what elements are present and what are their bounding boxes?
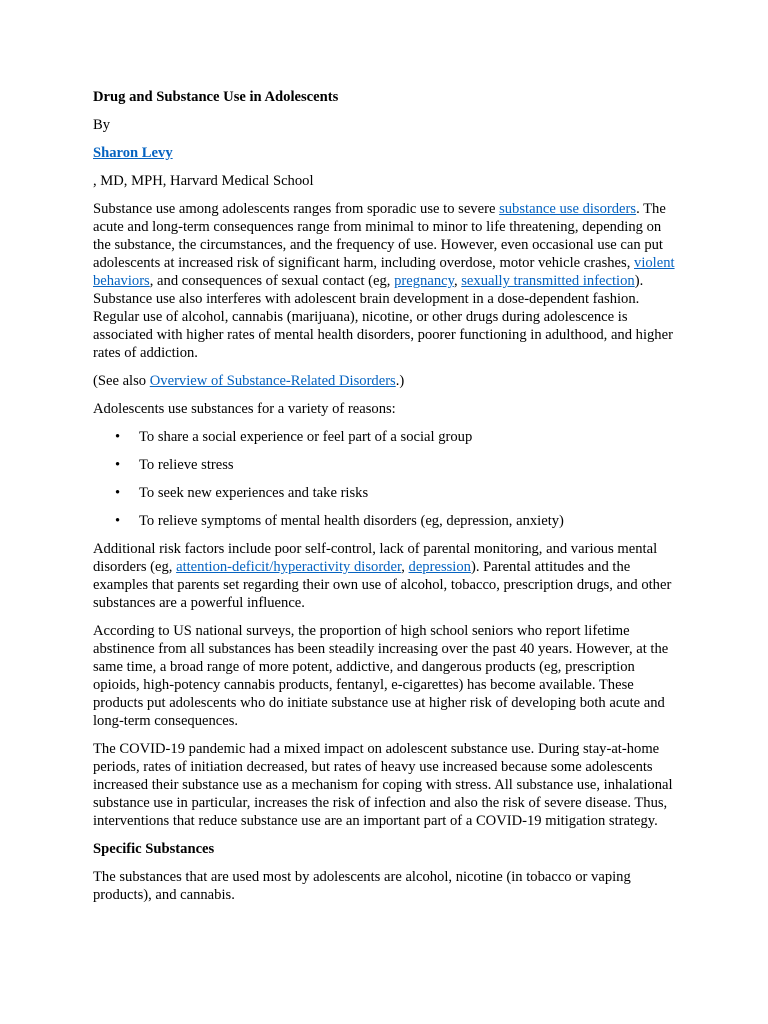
overview-substance-disorders-link[interactable]: Overview of Substance-Related Disorders [149, 373, 396, 389]
list-item [93, 428, 678, 446]
bullet-icon: • [115, 429, 121, 445]
bullet-icon: • [115, 485, 121, 501]
risk-factors-paragraph [93, 540, 678, 612]
pregnancy-link[interactable]: pregnancy [394, 273, 454, 289]
reasons-intro: Adolescents use substances for a variety of reasons: [93, 401, 396, 417]
intro-paragraph [93, 200, 678, 362]
substance-use-disorders-link[interactable]: substance use disorders [499, 201, 637, 217]
intro-text-1: Substance use among adolescents ranges from sporadic use to severe [93, 201, 500, 217]
byline-label: By [93, 117, 111, 133]
risk-text-2: , [401, 559, 409, 575]
sexually-transmitted-infection-link[interactable]: sexually transmitted infection [461, 273, 635, 289]
author-credentials: , MD, MPH, Harvard Medical School [93, 173, 314, 189]
see-also-text-1: (See also [93, 373, 150, 389]
list-item-text: To seek new experiences and take risks [139, 485, 369, 501]
intro-text-5: ). Substance use also interferes with adolescent brain development in a dose-dependent fashion. Regular use of alcohol, cannabis (marijuana), nicotine, or other drugs during adolescence is associated with higher rates of mental health disorders, poorer functioning in adulthood, and higher rates of addiction. [93, 273, 673, 361]
surveys-paragraph: According to US national surveys, the proportion of high school seniors who report lifetime abstinence from all substances has been steadily increasing over the past 40 years. However, at the same time, a broad range of more potent, addictive, and dangerous products (eg, prescription opioids, high-potency cannabis products, fentanyl, e-cigarettes) has become available. These products put adolescents who do initiate substance use at higher risk of developing both acute and long-term consequences. [93, 623, 669, 729]
list-item-text: To relieve symptoms of mental health disorders (eg, depression, anxiety) [139, 513, 564, 529]
intro-text-2: . The acute and long-term consequences range from minimal to minor to life threatening, depending on the substance, the circumstances, and the frequency of use. However, even occasional use can put adolescents at increased risk of significant harm, including overdose, motor vehicle crashes, [93, 201, 666, 271]
list-item [93, 484, 678, 502]
violent-behaviors-link[interactable]: violent behaviors [93, 255, 675, 289]
reasons-list [93, 428, 678, 530]
list-item-text: To share a social experience or feel part of a social group [139, 429, 473, 445]
specific-substances-heading: Specific Substances [93, 841, 215, 857]
intro-text-3: , and consequences of sexual contact (eg, [149, 273, 395, 289]
see-also-paragraph [93, 372, 678, 390]
depression-link[interactable]: depression [408, 559, 471, 575]
covid-paragraph: The COVID-19 pandemic had a mixed impact on adolescent substance use. During stay-at-home periods, rates of initiation decreased, but rates of heavy use increased because some adolescents increased their substance use as a mechanism for coping with stress. All substance use, inhalational substance use in particular, increases the risk of infection and also the risk of severe disease. Thus, interventions that reduce substance use are an important part of a COVID-19 mitigation strategy. [93, 741, 673, 829]
bullet-icon: • [115, 513, 121, 529]
document-page [93, 88, 678, 914]
specific-substances-paragraph: The substances that are used most by adolescents are alcohol, nicotine (in tobacco or vaping products), and cannabis. [93, 869, 631, 903]
risk-text-1: Additional risk factors include poor self-control, lack of parental monitoring, and various mental disorders (eg, [93, 541, 658, 575]
author-link[interactable]: Sharon Levy [93, 145, 173, 161]
author-paragraph [93, 144, 678, 162]
bullet-icon: • [115, 457, 121, 473]
see-also-text-2: .) [395, 373, 405, 389]
adhd-link[interactable]: attention-deficit/hyperactivity disorder [176, 559, 402, 575]
list-item [93, 512, 678, 530]
risk-text-3: ). Parental attitudes and the examples that parents set regarding their own use of alcohol, tobacco, prescription drugs, and other substances are a powerful influence. [93, 559, 672, 611]
list-item [93, 456, 678, 474]
intro-text-4: , [453, 273, 462, 289]
document-title: Drug and Substance Use in Adolescents [93, 89, 339, 105]
list-item-text: To relieve stress [139, 457, 234, 473]
